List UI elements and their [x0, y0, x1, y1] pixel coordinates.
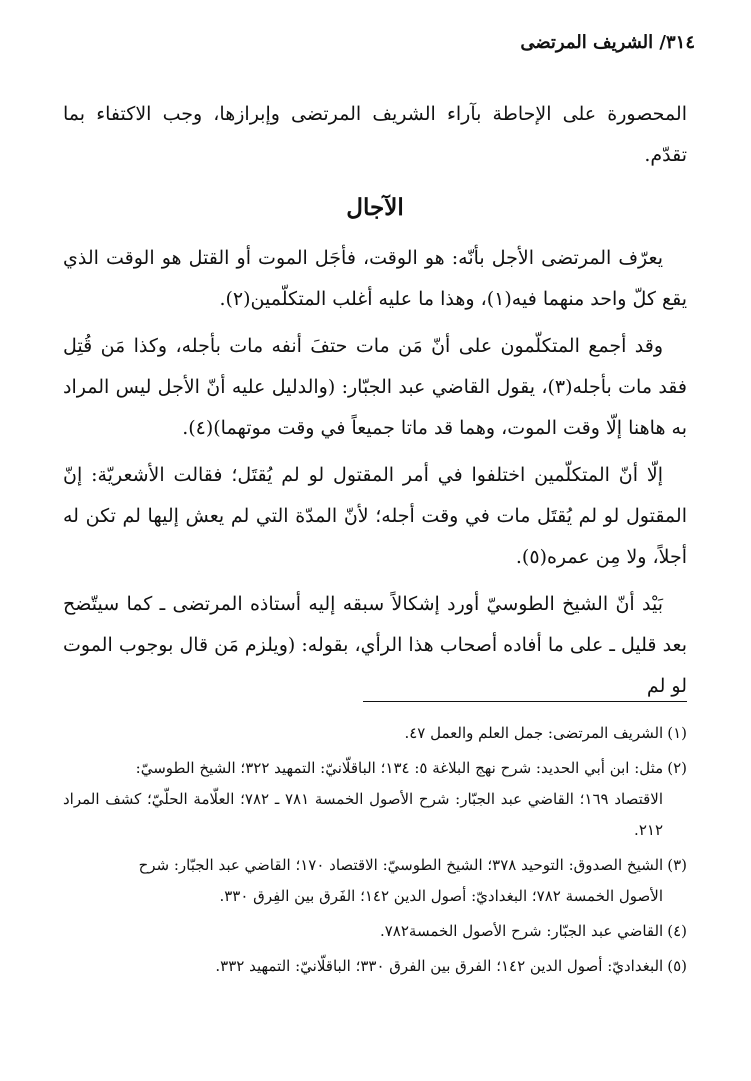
footnote-divider [363, 701, 687, 702]
footnote-marker: (٢) [667, 759, 687, 777]
footnotes [63, 718, 687, 986]
footnote-marker: (١) [667, 724, 687, 742]
footnote-text: الشيخ الصدوق: التوحيد ٣٧٨؛ الشيخ الطوسيّ: الاقتصاد ١٧٠؛ القاضي عبد الجبّار: شرح [138, 856, 664, 874]
footnote-text: القاضي عبد الجبّار: شرح الأصول الخمسة٧٨٢. [379, 922, 664, 940]
footnote-text: الشريف المرتضى: جمل العلم والعمل ٤٧. [404, 724, 664, 742]
footnote-continuation: الاقتصاد ١٦٩؛ القاضي عبد الجبّار: شرح الأصول الخمسة ٧٨١ ـ ٧٨٢؛ العلّامة الحلّيّ؛ كشف المراد ٢١٢. [63, 790, 663, 839]
footnote-marker: (٤) [667, 922, 687, 940]
footnote-1 [63, 718, 687, 749]
footnote-3 [63, 850, 687, 912]
footnote-text: مثل: ابن أبي الحديد: شرح نهج البلاغة ٥: ١٣٤؛ الباقلّانيّ: التمهيد ٣٢٢؛ الشيخ الطوسيّ: [135, 759, 664, 777]
footnote-4 [63, 916, 687, 947]
paragraph-tusi: بَيْد أنّ الشيخ الطوسيّ أورد إشكالاً سبقه إليه أستاذه المرتضى ـ كما سيتّضح بعد قليل ـ على ما أفاده أصحاب هذا الرأي، بقوله: (ويلزم مَن قال بوجوب الموت لو لم [63, 593, 687, 697]
footnote-text: البغداديّ: أصول الدين ١٤٢؛ الفرق بين الفرق ٣٣٠؛ الباقلّانيّ: التمهيد ٣٣٢. [215, 957, 664, 975]
footnote-marker: (٥) [667, 957, 687, 975]
paragraph-consensus: وقد أجمع المتكلّمون على أنّ مَن مات حتفَ أنفه مات بأجله، وكذا مَن قُتِل فقد مات بأجله(٣)، يقول القاضي عبد الجبّار: (والدليل عليه أنّ الأجل ليس المراد به هاهنا إلّا وقت الموت، وهما قد ماتا جميعاً في وقت موتهما)(٤). [63, 335, 688, 439]
intro-paragraph: المحصورة على الإحاطة بآراء الشريف المرتضى وإبرازها، وجب الاكتفاء بما تقدّم. [63, 103, 687, 166]
footnote-2 [63, 753, 687, 846]
footnote-5 [63, 951, 687, 982]
main-text [63, 94, 687, 707]
running-head: ٣١٤/ الشريف المرتضى [520, 32, 695, 53]
paragraph-definition: يعرّف المرتضى الأجل بأنّه: هو الوقت، فأجَل الموت أو القتل هو الوقت الذي يقع كلّ واحد منهما فيه(١)، وهذا ما عليه أغلب المتكلّمين(٢). [63, 247, 687, 310]
footnote-continuation: الأصول الخمسة ٧٨٢؛ البغداديّ: أصول الدين ١٤٢؛ الفَرق بين الفِرق ٣٣٠. [219, 887, 663, 905]
footnote-marker: (٣) [667, 856, 687, 874]
paragraph-disagreement: إلّا أنّ المتكلّمين اختلفوا في أمر المقتول لو لم يُقتَل؛ فقالت الأشعريّة: إنّ المقتول لو لم يُقتَل مات في وقت أجله؛ لأنّ المدّة التي لم يعش إليها لم تكن له أجلاً، ولا مِن عمره(٥). [63, 464, 687, 568]
section-heading: الآجال [346, 194, 404, 221]
